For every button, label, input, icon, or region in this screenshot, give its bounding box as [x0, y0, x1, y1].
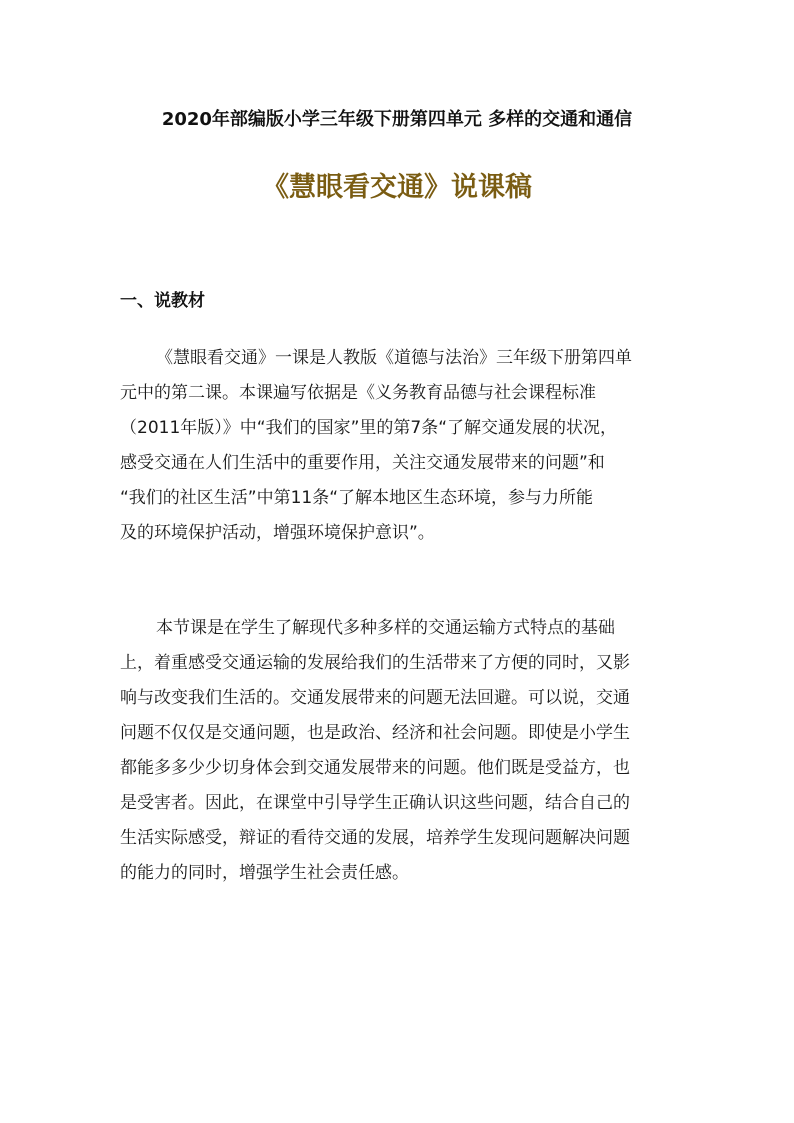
section-heading: 一、说教材 [120, 291, 205, 311]
document-title: 《慧眼看交通》说课稿 [262, 172, 532, 203]
paragraph-line: 都能多多少少切身体会到交通发展带来的问题。他们既是受益方，也 [120, 758, 630, 778]
paragraph-line: 感受交通在人们生活中的重要作用，关注交通发展带来的问题”和 [120, 453, 605, 473]
paragraph-line: 《慧眼看交通》一课是人教版《道德与法治》三年级下册第四单 [156, 348, 632, 368]
paragraph-line: 响与改变我们生活的。交通发展带来的问题无法回避。可以说，交通 [120, 688, 630, 708]
paragraph-line: 问题不仅仅是交通问题，也是政治、经济和社会问题。即使是小学生 [120, 723, 630, 743]
paragraph-2 [120, 611, 680, 891]
paragraph-line: 本节课是在学生了解现代多种多样的交通运输方式特点的基础 [156, 618, 615, 638]
paragraph-line: （2011年版）》中“我们的国家”里的第7条“了解交通发展的状况， [120, 418, 617, 438]
paragraph-line: 元中的第二课。本课遍写依据是《义务教育品德与社会课程标准 [120, 383, 596, 403]
paragraph-line: 生活实际感受，辩证的看待交通的发展，培养学生发现问题解决问题 [120, 828, 630, 848]
paragraph-line: 是受害者。因此，在课堂中引导学生正确认识这些问题，结合自己的 [120, 793, 630, 813]
paragraph-line: 上，着重感受交通运输的发展给我们的生活带来了方便的同时，又影 [120, 653, 630, 673]
paragraph-line: 及的环境保护活动，增强环境保护意识”。 [120, 523, 435, 543]
paragraph-line: “我们的社区生活”中第11条“了解本地区生态环境，参与力所能 [120, 488, 594, 508]
document-header: 2020年部编版小学三年级下册第四单元 多样的交通和通信 [161, 109, 633, 130]
paragraph-line: 的能力的同时，增强学生社会责任感。 [120, 863, 409, 883]
paragraph-1 [120, 341, 680, 551]
